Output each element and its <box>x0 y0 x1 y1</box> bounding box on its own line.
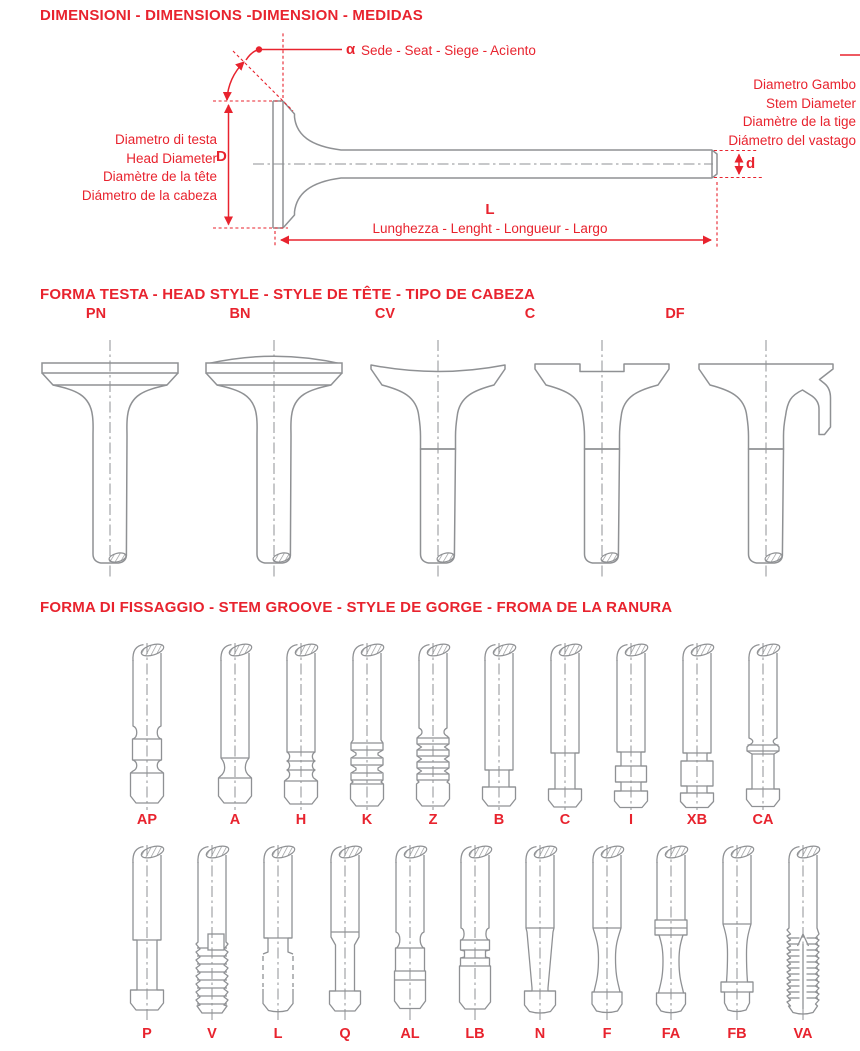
stem-groove-label: C <box>559 812 571 828</box>
stem-groove-label: H <box>295 812 307 828</box>
stem-groove-label: VA <box>793 1026 813 1042</box>
stem-groove-label: B <box>493 812 505 828</box>
stem-groove-label: V <box>207 1026 217 1042</box>
head-style-label: PN <box>85 306 107 322</box>
head-style-label: C <box>524 306 536 322</box>
dimensions-title: DIMENSIONI - DIMENSIONS -DIMENSION - MEDIDAS <box>40 7 423 24</box>
stem-drawing-C <box>537 640 593 814</box>
stem-groove-label: Q <box>339 1026 351 1042</box>
stem-drawing-H <box>273 640 329 814</box>
stem-drawing-CA <box>735 640 791 814</box>
stem-groove-label: AL <box>400 1026 420 1042</box>
stem-groove-label: K <box>361 812 373 828</box>
stem-drawing-F <box>579 842 635 1026</box>
head-style-label: BN <box>229 306 251 322</box>
stem-groove-label: FA <box>661 1026 681 1042</box>
head-style-label: CV <box>374 306 396 322</box>
stem-drawing-FA <box>643 842 699 1026</box>
seat-angle-symbol: α <box>346 41 356 58</box>
stem-groove-label: F <box>602 1026 612 1042</box>
stem-drawing-Q <box>317 842 373 1026</box>
stem-drawing-A <box>207 640 263 814</box>
stem-groove-label: CA <box>752 812 774 828</box>
stem-drawing-Z <box>405 640 461 814</box>
stem-groove-label: L <box>273 1026 283 1042</box>
stem-drawing-L <box>250 842 306 1026</box>
head-style-drawing-CV <box>363 328 513 580</box>
head-style-drawing-C <box>527 328 677 580</box>
stem-drawing-N <box>512 842 568 1026</box>
seat-label: Sede - Seat - Siege - Acìento <box>361 43 536 58</box>
stem-groove-label: LB <box>465 1026 485 1042</box>
stem-groove-label: I <box>628 812 634 828</box>
head-style-drawing-DF <box>691 328 841 580</box>
head-style-label: DF <box>665 306 685 322</box>
stem-groove-label: A <box>229 812 241 828</box>
length-label: Lunghezza - Lenght - Longueur - Largo <box>372 221 608 236</box>
stem-diameter-symbol: d <box>746 155 756 172</box>
stem-drawing-K <box>339 640 395 814</box>
stem-diameter-label: Diametro Gambo Stem Diameter Diamètre de la tige Diámetro del vastago <box>728 77 856 148</box>
stem-groove-label: XB <box>686 812 708 828</box>
stem-groove-label: AP <box>136 812 158 828</box>
head-style-drawing-PN <box>35 328 185 580</box>
stem-drawing-AL <box>382 842 438 1026</box>
stem-groove-label: Z <box>428 812 438 828</box>
stem-drawing-I <box>603 640 659 814</box>
stem-drawing-LB <box>447 842 503 1026</box>
head-diameter-symbol: D <box>216 148 227 165</box>
stem-groove-label: N <box>534 1026 546 1042</box>
stem-drawing-V <box>184 842 240 1026</box>
stem-drawing-VA <box>775 842 831 1026</box>
stem-groove-label: P <box>142 1026 152 1042</box>
stem-groove-label: FB <box>727 1026 747 1042</box>
stem-drawing-FB <box>709 842 765 1026</box>
stem-groove-title: FORMA DI FISSAGGIO - STEM GROOVE - STYLE DE GORGE - FROMA DE LA RANURA <box>40 599 673 616</box>
stem-drawing-P <box>119 842 175 1026</box>
stem-drawing-XB <box>669 640 725 814</box>
head-diameter-label: Diametro di testa Head Diameter Diamètre de la tête Diámetro de la cabeza <box>81 132 217 203</box>
stem-drawing-B <box>471 640 527 814</box>
length-symbol: L <box>485 201 495 218</box>
stem-drawing-AP <box>119 640 175 814</box>
head-style-title: FORMA TESTA - HEAD STYLE - STYLE DE TÊTE - TIPO DE CABEZA <box>40 286 536 303</box>
head-style-drawing-BN <box>199 328 349 580</box>
